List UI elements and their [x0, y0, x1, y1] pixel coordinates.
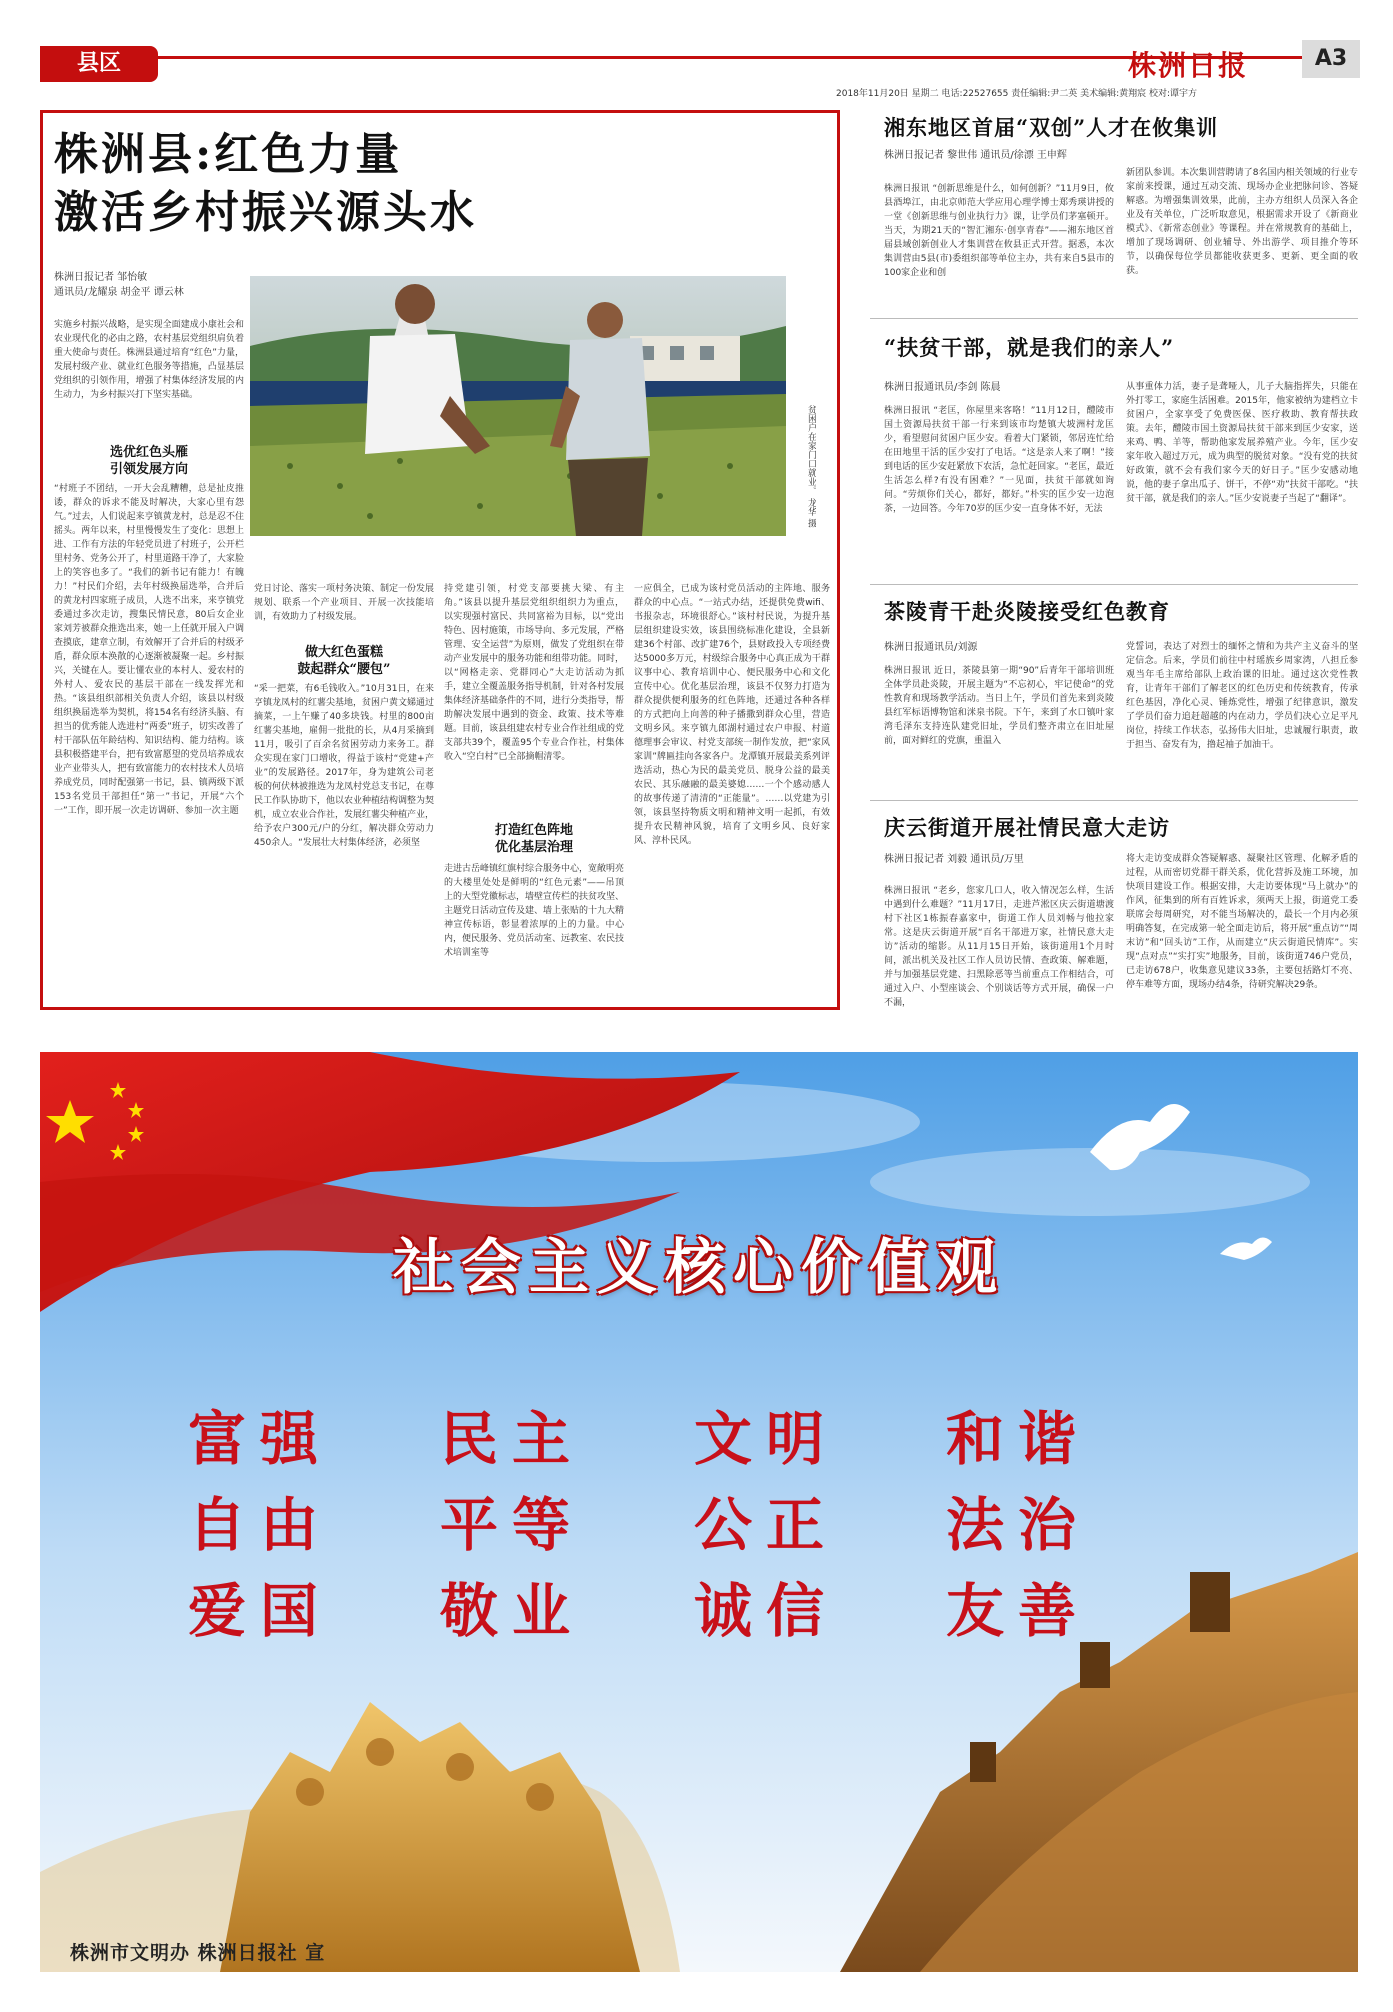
banner-sponsor: 株洲市文明办 株洲日报社 宣: [70, 1942, 326, 1964]
lead-column-1: “村班子不团结，一开大会乱糟糟，总是扯皮推诿，群众的诉求不能及时解决，大家心里有怨气。”过去，人们说起来亨镇黄龙村，总是忍不住摇头。两年以来，村里慢慢发生了变化：思想上进、工作有方法的年轻党员进了村班子，公开栏里村务、党务公开了，村里道路干净了，大家脸上的笑容也多了。“我们的新书记有能力！有魄力！”村民们介绍，去年村级换届选举，合并后的黄龙村四家班子成员，人选不出来，来亨镇党委通过多次走访，搜集民情民意，80后女企业家刘芳被群众推选出来，她一上任就开展入户调查摸底，建章立制，有效解开了合并后的村级矛盾，群众原本涣散的心逐渐被凝聚一起。乡村振兴，关键在人。要让懂农业的本村人、爱农村的外村人、爱农民的基层干部在一线发挥光和热。“该县组织部相关负责人介绍，该县以村级组织换届选举为契机，将154名有经济头脑、有担当的优秀能人选进村”两委”班子，切实改善了村干部队伍年龄结构、知识结构、能力结构。该县积极搭建平台，把有致富愿望的党员培养成农业产业带头人，把有致富能力的农村技术人员培养成党员，同时配强第一书记，县、镇两级下派153名党员干部担任“第一”书记，开展“六个一”工作，即开展一次走访调研、参加一次主题: [54, 484, 244, 816]
lead-column-3b: 走进古岳峰镇红旗村综合服务中心，宽敞明亮的大楼里处处是鲜明的“红色元素”——吊顶上的大型党徽标志，墙壁宣传栏的扶贫攻坚、主题党日活动宣传及建、墙上张贴的十九大精神宣传标语，彰显着浓厚的上的力量。中心内，便民服务、党员活动室、远教室、农民技术培训室等: [444, 864, 624, 958]
value-item: 爱国: [188, 1577, 333, 1645]
lead-photo: [250, 276, 786, 536]
value-item: 自由: [188, 1491, 333, 1559]
article-4-byline: 株洲日报记者 刘毅 通讯员/万里: [884, 854, 1024, 865]
article-3-text-right: 党誓词，表达了对烈士的缅怀之情和为共产主义奋斗的坚定信念。后来，学员们前往中村瑶族乡周家湾，八担丘参观当年毛主席给部队上政治课的旧址。通过这次党性教育，让青年干部们了解老区的红色历史和传统教育，传承红色基因，净化心灵、锤炼党性，增强了纪律意识，激发了学员们奋力追赶超越的内在动力，学员们决心立足平凡岗位，持续工作状态，弘扬伟大旧址，忠诚履行职责，敢于担当、奋发有为，撸起袖子加油干。: [1126, 642, 1358, 750]
lead-column-2a: 党日讨论、落实一项村务决策、制定一份发展规划、联系一个产业项目、开展一次技能培训，有效助力了村级发展。: [254, 584, 434, 622]
dateline: 2018年11月20日 星期二 电话:22527655 责任编辑:尹二英 美术编辑:黄翔宸 校对:谭宇方: [836, 89, 1198, 99]
article-divider: [870, 800, 1358, 801]
value-item: 诚信: [694, 1577, 839, 1645]
article-3-byline: 株洲日报通讯员/刘源: [884, 642, 978, 653]
article-divider: [870, 584, 1358, 585]
subhead-2-line-1: 做大红色蛋糕: [304, 645, 383, 660]
section-tab[interactable]: 县区: [40, 46, 158, 82]
lead-column-4: 一应俱全，已成为该村党员活动的主阵地、服务群众的中心点。“一站式办结，还提供免费wifi、书报杂志，环境很舒心。”该村村民说，为提升基层组织建设实效，该县围绕标准化建设，全县新建36个村部、改扩建76个，县财政投入专项经费达5000多万元，村级综合服务中心真正成为干群议事中心、教育培训中心、便民服务中心和文化宣传中心。优化基层治理，该县不仅努力打造为群众提供便利服务的红色阵地，还通过各种各样的方式把向上向善的种子播撒到群众心里，营造文明乡风。来亨镇九郎湖村通过农户申报、村道德理事会审议、村党支部统一制作发放，把“家风家训”牌匾挂向各家各户。龙潭镇开展最美系列评选活动，热心为民的最美党员、脱身公益的最美农民、其乐融融的最美婆媳……一个个感动感人的故事传递了清清的“正能量”。……以党建为引领，该县坚持物质文明和精神文明一起抓，有效提升农民精神风貌，培育了文明乡风、良好家风、淳朴民风。: [634, 584, 830, 846]
subhead-2: [254, 644, 434, 678]
byline-correspondents: 通讯员/龙耀泉 胡金平 谭云林: [54, 287, 184, 298]
byline-reporter: 株洲日报记者 邹怡敏: [54, 272, 148, 283]
article-2-byline: 株洲日报通讯员/李剑 陈晨: [884, 382, 1001, 393]
lead-headline: [54, 126, 654, 242]
photo-caption: 贫困户在家门口就业。 龙华 摄: [806, 405, 816, 528]
article-2-text-left: 株洲日报讯 “老匡，你屋里来客咯！”11月12日，醴陵市国土资源局扶贫干部一行来到该市均楚镇大坡洲村龙匡少，看望慰问贫困户匡少安。看着大门紧锁，邻居连忙给在田地里干活的匡少安打了电话。“这是亲人来了啊！”接到电话的匡少安赶紧放下农活，急忙赶回家。“老匡，最近生活怎么样?有没有困难？”一见面，扶贫干部就如询问。“劳烦你们关心，都好，都好。”朴实的匡少安一边泡茶，一边回答。今年70岁的匡少安一直身体不好，无法: [884, 406, 1114, 514]
article-1-text-right: 新团队参训。本次集训营聘请了8名国内相关领域的行业专家前来授课，通过互动交流、现场办企业把脉问诊、答疑解惑。为增强集训效果，此前，主办方组织人员深入各企业及有关单位，广泛听取意见，根据需求开设了《新商业模式》、《新常态创业》等课程。并在常规教育的基础上，增加了现场调研、创业辅导、外出游学、项目推介等环节，以确保每位学员都能收获更多、更新、更全面的收获。: [1126, 168, 1358, 276]
subhead-3-line-2: 优化基层治理: [494, 840, 573, 855]
value-item: 和谐: [946, 1405, 1091, 1473]
article-4-text-right: 将大走访变成群众答疑解惑、凝聚社区管理、化解矛盾的过程，从而密切党群干群关系，优化营拆及施工环境，加快项目建设工作。根据安排，大走访要体现“马上就办”的作风，征集到的所有百姓诉求，须两天上报，街道党工委联席会每周研究，对不能当场解决的，最长一个月内必须明确答复，在完成第一轮全面走访后，将开展“重点访”“周末访”和“回头访”工作，从而建立“庆云街道民情库”。实现“点对点”“实打实”地服务，目前，该街道746户党员，已走访678户，收集意见建议33条，主要包括路灯不亮、停车难等方面，现场办结4条，待研究解决29条。: [1126, 854, 1358, 990]
headline-line-2: 激活乡村振兴源头水: [54, 187, 477, 238]
subhead-3-line-1: 打造红色阵地: [494, 823, 573, 838]
headline-line-1: 株洲县:红色力量: [54, 129, 403, 180]
subhead-1: [54, 444, 244, 478]
article-3-title[interactable]: 茶陵青干赴炎陵接受红色教育: [884, 599, 1170, 624]
value-item: 平等: [440, 1491, 585, 1559]
article-2-title[interactable]: “扶贫干部，就是我们的亲人”: [884, 335, 1175, 360]
value-item: 友善: [946, 1577, 1091, 1645]
value-item: 公正: [694, 1491, 839, 1559]
article-4-title[interactable]: 庆云街道开展社情民意大走访: [884, 815, 1170, 840]
value-item: 民主: [440, 1405, 585, 1473]
article-divider: [870, 318, 1358, 319]
core-values-title: 社会主义核心价值观: [393, 1233, 1005, 1303]
newspaper-logo: 株洲日报: [1128, 49, 1249, 82]
article-1-text-left: 株洲日报讯 “创新思维是什么，如何创新？”11月9日，攸县酒埠江，由北京师范大学应用心理学博士郑秀瑛讲授的一堂《创新思维与创业执行力》课，让学员们茅塞顿开。当天，为期21天的“智汇湘东·创享青春”——湘东地区首届县域创新创业人才集训营在攸县正式开营。据悉，本次集训营由5县(市)委组织部等单位主办，共有来自5县市的100家企业和创: [884, 184, 1114, 278]
lead-intro: 实施乡村振兴战略，是实现全面建成小康社会和农业现代化的必由之路，农村基层党组织肩负着重大使命与责任。株洲县通过培育“红色”力量，发展村级产业、就业红色服务等措施，凸显基层党组织的引领作用，增强了村集体经济发展的内生动力，为乡村振兴打下坚实基础。: [54, 320, 244, 400]
value-item: 文明: [694, 1405, 839, 1473]
subhead-1-line-1: 选优红色头雁: [109, 445, 188, 460]
value-item: 敬业: [440, 1577, 585, 1645]
article-1-byline: 株洲日报记者 黎世伟 通讯员/徐漂 王申辉: [884, 150, 1067, 161]
article-4-text-left: 株洲日报讯 “老乡，您家几口人，收入情况怎么样，生活中遇到什么难题？”11月17日，走进芦淞区庆云街道塘渡村下社区1栋振春嘉家中，街道工作人员刘畅与他拉家常。这是庆云街道开展“百名干部进万家，社情民意大走访”活动的缩影。从11月15日开始，该街道用1个月时间，派出机关及社区工作人员访民情、查政策、解难题，并与加强基层党建、扫黑除恶等当前重点工作相结合，可通过入户、小型座谈会、个别谈话等方式开展，确保一户不漏，: [884, 886, 1114, 1008]
lead-byline: [54, 270, 234, 300]
core-values-banner: [40, 1052, 1358, 1972]
value-item: 富强: [188, 1405, 333, 1473]
lead-column-2b: “采一把菜，有6毛钱收入。”10月31日，在来亨镇龙凤村的红薯尖基地，贫困户黄文娣通过摘菜，一上午赚了40多块钱。村里的800亩红薯尖基地，雇佣一批批的长，从4月采摘到11月，吸引了百余名贫困劳动力来务工。群众实现在家门口增收，得益于该村“党建+产业”的发展路径。2017年，身为建筑公司老板的何伏林被推选为龙凤村党总支书记，在尊民工作队协助下，他以农业种植结构调整为契机，成立农业合作社，发展红薯尖种植产业，给予农户300元/户的分红，解决群众劳动力450余人。“发展壮大村集体经济，必须坚: [254, 684, 434, 848]
article-2-text-right: 从事重体力活，妻子是聋哑人，儿子大脑指挥失，只能在外打零工，家庭生活困难。2015年，他家被纳为建档立卡贫困户，全家享受了免费医保、医疗救助、教育帮扶政策。去年，醴陵市国土资源局扶贫干部来到匡少安家，送来鸡、鸭、羊等，帮助他家发展养殖产业。今年，匡少安家年收入超过万元，成为典型的脱贫对象。“没有党的扶贫好政策，就不会有我们家今天的好日子。”匡少安感动地说，他的妻子拿出瓜子、饼干，不停“劝”扶贫干部吃。“扶贫干部，就是我们的亲人。”匡少安说妻子当起了“翻译”。: [1126, 382, 1358, 504]
article-1-title[interactable]: 湘东地区首届“双创”人才在攸集训: [884, 115, 1219, 140]
article-3-text-left: 株洲日报讯 近日，茶陵县第一期“90”后青年干部培训班全体学员赴炎陵，开展主题为“不忘初心，牢记使命”的党性教育和现场教学活动。当日上午，学员们首先来到炎陵县红军标语博物馆和洣泉书院。下午，来到了水口镇叶家湾毛泽东支持连队建党旧址，学员们整齐肃立在旧址屋前，面对鲜红的党旗，重温入: [884, 666, 1114, 746]
lead-column-3: 持党建引领，村党支部要挑大梁、有主角。”该县以提升基层党组织组织力为重点，以实现强村富民、共同富裕为目标，以“党出特色、因村施策，市场导向、多元发展，严格管理、安全运营”为原则，做发了党组织在带动产业发展中的服务功能和组带功能。同时，以“网格走亲、党群同心”大走访活动为抓手，建立全覆盖服务指导机制，针对各村发展集体经济基础条件的不同，进行分类指导，帮助解决发展中遇到的资金、政策、技术等难题。目前，该县组建农村专业合作社组成的党支部共39个，覆盖95个专业合作社，村集体收入“空白村”已全部摘帽清零。: [444, 584, 624, 762]
subhead-1-line-2: 引领发展方向: [109, 462, 188, 477]
page-number: A3: [1302, 40, 1360, 78]
value-item: 法治: [946, 1491, 1091, 1559]
subhead-2-line-2: 鼓起群众“腰包”: [297, 662, 391, 677]
subhead-3: [444, 822, 624, 856]
